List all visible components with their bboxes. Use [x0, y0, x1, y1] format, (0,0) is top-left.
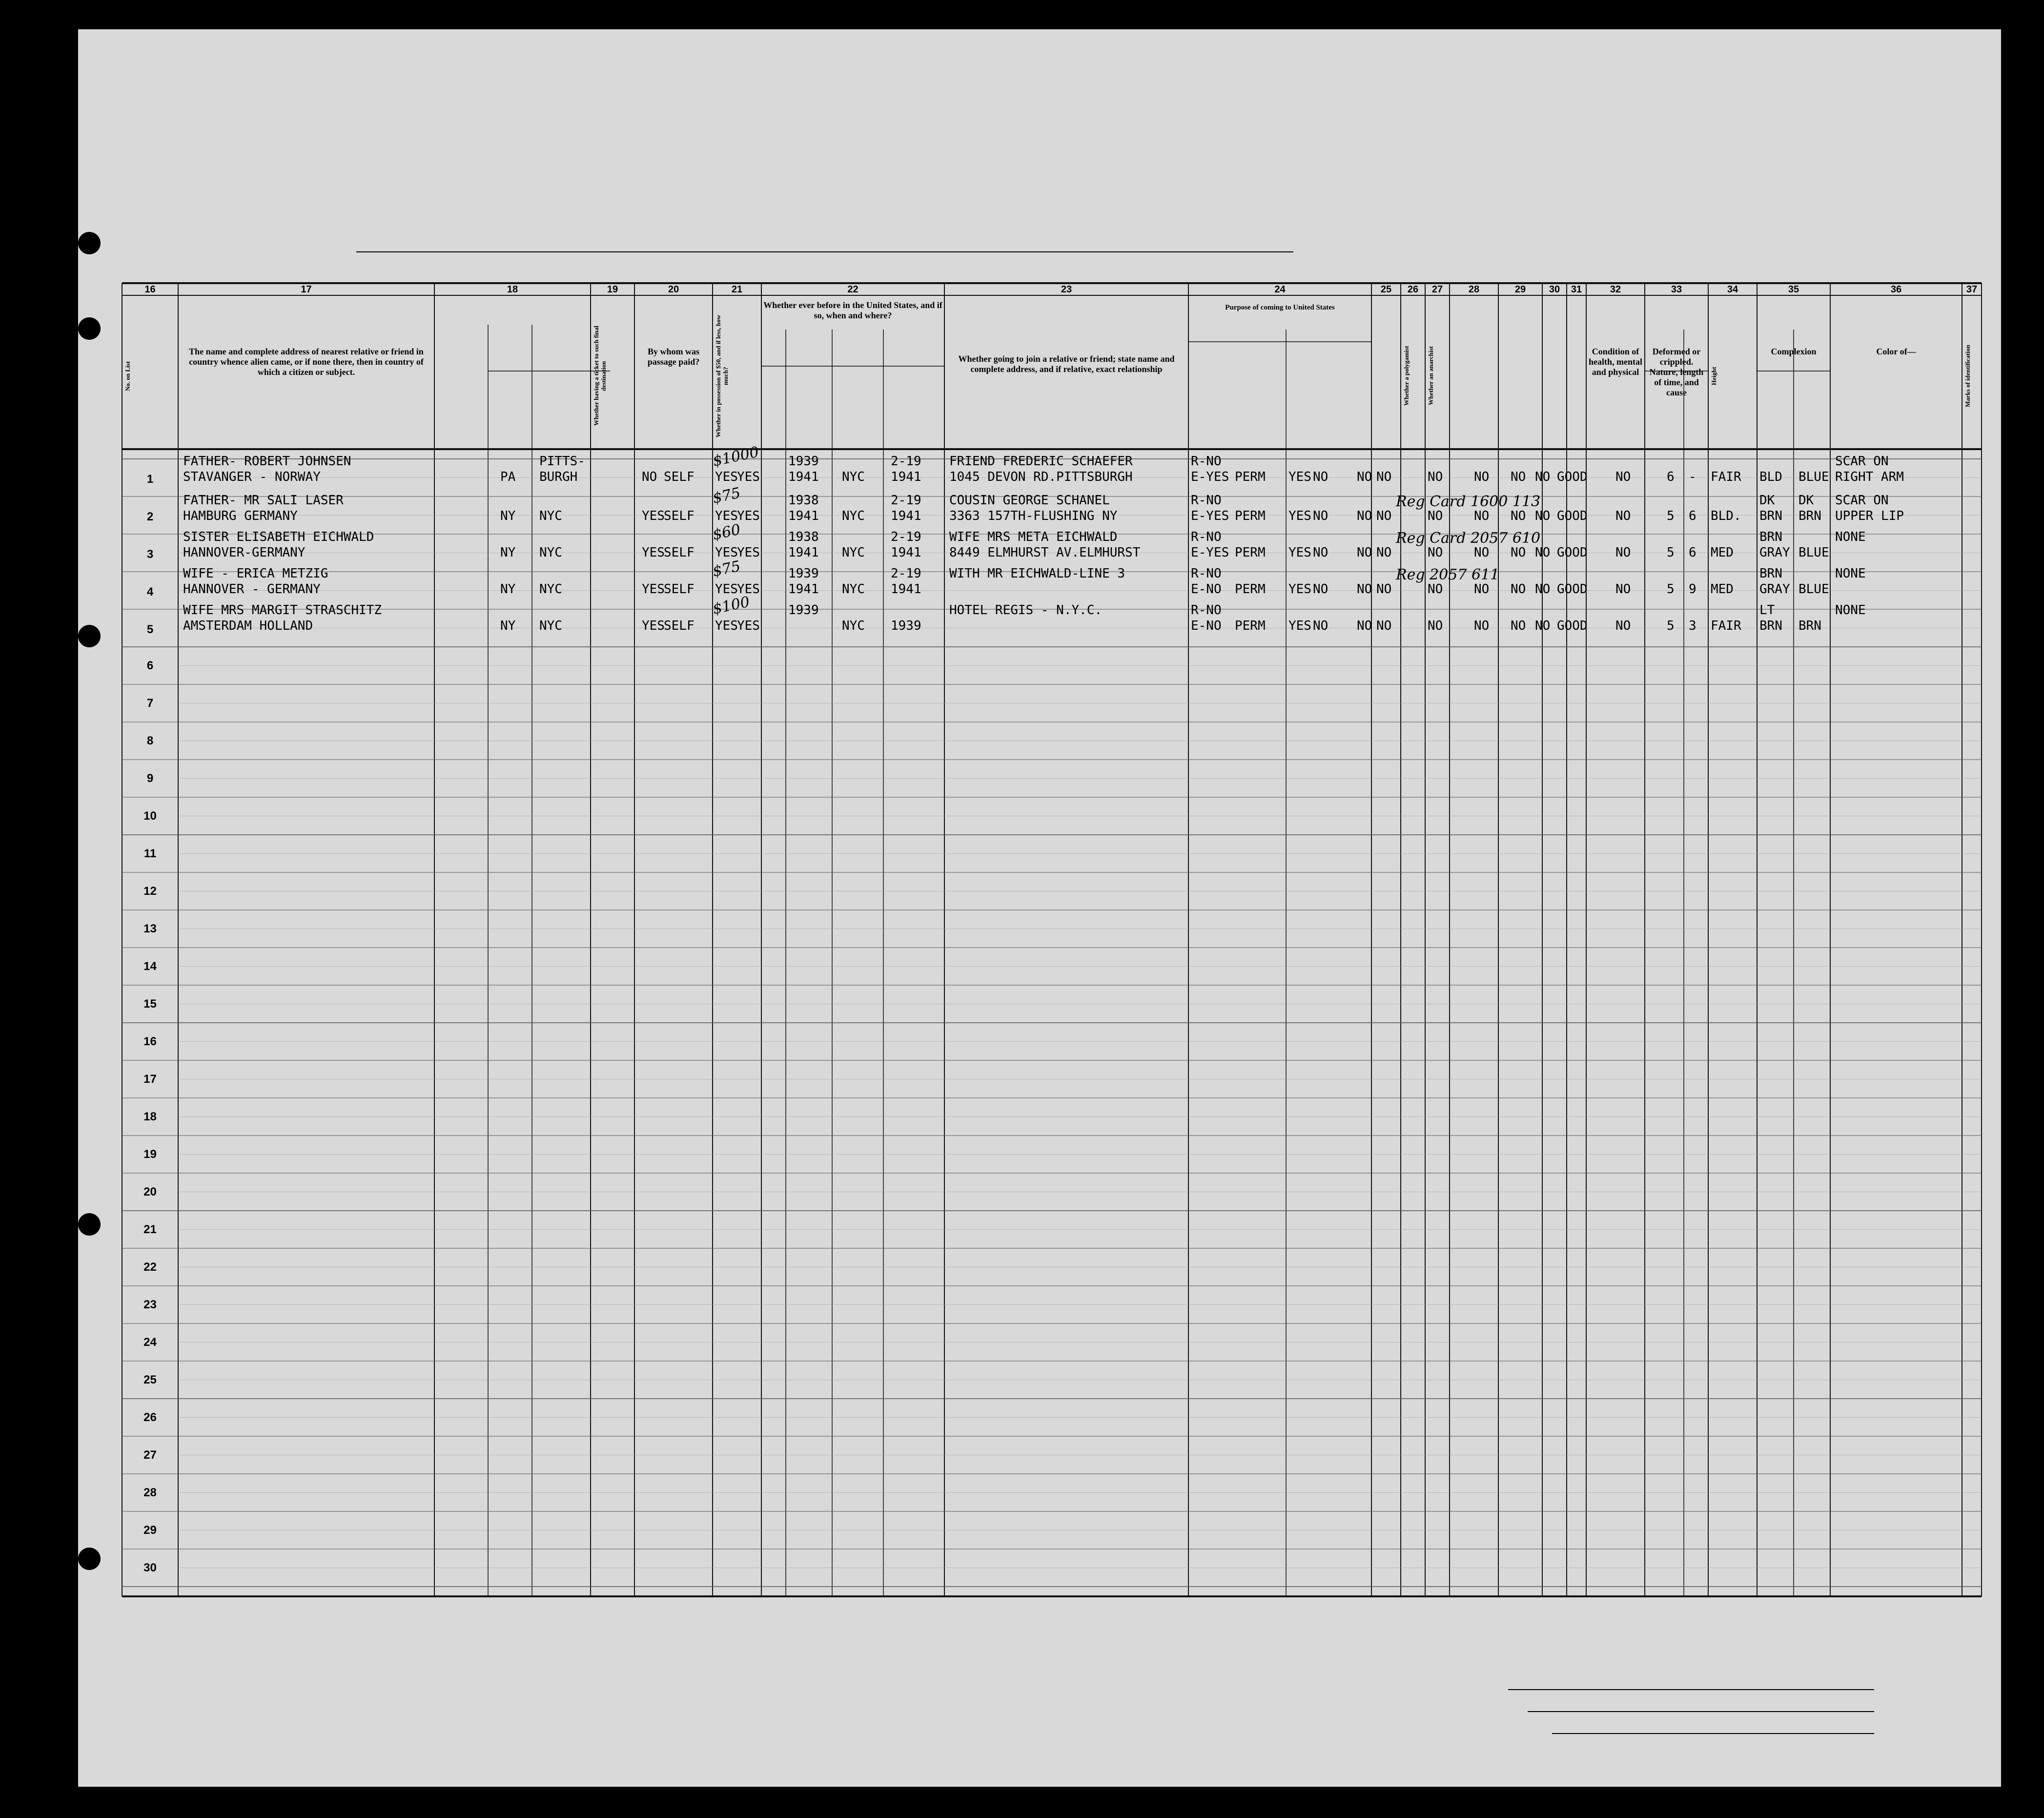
- row-number: 7: [146, 697, 154, 710]
- purpose-returning: R-NO: [1191, 566, 1222, 581]
- row-number: 18: [143, 1110, 157, 1123]
- height-feet: 5: [1667, 619, 1675, 633]
- col-28-value: NO: [1428, 619, 1443, 633]
- money-handwritten: $60: [711, 521, 742, 544]
- col-25-value: NO: [1313, 619, 1329, 633]
- column-number-30: 30: [1549, 284, 1560, 295]
- col-31-value: NO: [1535, 470, 1551, 484]
- col-25-value: NO: [1313, 470, 1329, 484]
- row-number: 14: [143, 960, 157, 973]
- col-29-value: NO: [1474, 470, 1490, 484]
- visit-where: NYC: [842, 582, 865, 597]
- row-number: 17: [143, 1073, 157, 1086]
- visit-year: 1939: [788, 603, 819, 618]
- column-header-32: Condition of health, mental and physical: [1589, 347, 1642, 377]
- height-inches: 3: [1689, 619, 1697, 633]
- visit-where: NYC: [842, 545, 865, 560]
- row-number: 13: [143, 922, 157, 935]
- money-handwritten: $75: [711, 484, 742, 507]
- column-number-32: 32: [1610, 284, 1621, 295]
- intend-citizen: YES: [1288, 470, 1311, 484]
- column-number-17: 17: [301, 284, 312, 295]
- col-25-value: NO: [1313, 545, 1329, 560]
- departure-date: 2-19: [891, 493, 921, 508]
- visit-year: 1941: [788, 545, 819, 560]
- row-number: 16: [143, 1035, 157, 1048]
- col-28-value: NO: [1428, 545, 1443, 560]
- column-number-16: 16: [144, 284, 156, 295]
- departure-date: 1941: [891, 582, 921, 597]
- relative-address: HANNOVER-GERMANY: [183, 545, 306, 560]
- joining-relative: COUSIN GEORGE SCHANEL: [949, 493, 1110, 508]
- relative-name: WIFE MRS MARGIT STRASCHITZ: [183, 603, 382, 618]
- hair-color: BLD: [1759, 470, 1782, 484]
- eye-color: BRN: [1799, 619, 1821, 633]
- relative-name: WIFE - ERICA METZIG: [183, 566, 328, 581]
- col-30-value: NO: [1511, 619, 1526, 633]
- hair-color: BRN: [1759, 530, 1782, 544]
- deformed-value: NO: [1615, 470, 1631, 484]
- eye-color: BLUE: [1799, 470, 1829, 484]
- joining-address: 3363 157TH-FLUSHING NY: [949, 509, 1118, 523]
- passage-paid-by: SELF: [664, 470, 695, 484]
- col-28-value: NO: [1428, 470, 1443, 484]
- anarchist-value: NO: [1376, 509, 1392, 523]
- destination-state: NY: [500, 619, 516, 633]
- column-number-25: 25: [1380, 284, 1392, 295]
- column-number-33: 33: [1671, 284, 1682, 295]
- health-condition: GOOD: [1557, 509, 1588, 523]
- height-feet: 5: [1667, 545, 1675, 560]
- column-header-23: Whether going to join a relative or friend; state name and complete address, and if relative, exact relationship: [958, 354, 1175, 374]
- ever-before-in-us: YES: [737, 470, 760, 484]
- column-header-37: Marks of identification: [1964, 345, 1971, 407]
- departure-date: 2-19: [891, 566, 921, 581]
- row-number: 22: [143, 1260, 157, 1274]
- ticket-value: NO: [642, 470, 657, 484]
- health-condition: GOOD: [1557, 545, 1588, 560]
- row-number: 28: [143, 1486, 157, 1499]
- row-number: 8: [146, 734, 154, 747]
- row-number: 1: [146, 473, 154, 486]
- complexion: BLD.: [1711, 509, 1741, 523]
- column-header-29: [1500, 312, 1540, 439]
- col-30-value: NO: [1511, 545, 1526, 560]
- purpose-returning: R-NO: [1191, 603, 1222, 618]
- ever-before-in-us: YES: [737, 545, 760, 560]
- money-possession: YES: [715, 470, 738, 484]
- col-30-value: NO: [1511, 470, 1526, 484]
- identification-marks: NONE: [1835, 530, 1866, 544]
- visit-year: 1941: [788, 470, 819, 484]
- money-handwritten: $100: [711, 593, 752, 618]
- money-possession: YES: [715, 582, 738, 597]
- departure-date: 2-19: [891, 454, 921, 469]
- passage-paid-by: SELF: [664, 545, 695, 560]
- identification-marks: NONE: [1835, 603, 1866, 618]
- destination-state: NY: [500, 509, 516, 523]
- passage-paid-by: SELF: [664, 619, 695, 633]
- departure-date: 2-19: [891, 530, 921, 544]
- departure-date: 1941: [891, 470, 921, 484]
- destination-city: NYC: [539, 509, 562, 523]
- joining-relative: FRIEND FREDERIC SCHAEFER: [949, 454, 1133, 469]
- row-number: 15: [143, 997, 157, 1011]
- column-number-26: 26: [1407, 284, 1419, 295]
- destination-state: NY: [500, 545, 516, 560]
- eye-color: BLUE: [1799, 582, 1829, 597]
- column-header-22: Whether ever before in the United States, and if so, when and where?: [763, 300, 942, 320]
- col-30-value: NO: [1511, 509, 1526, 523]
- column-header-16: No. on List: [124, 361, 131, 391]
- column-header-28: [1451, 312, 1496, 439]
- visit-year: 1938: [788, 530, 819, 544]
- purpose-returning: R-NO: [1191, 493, 1222, 508]
- destination-city: NYC: [539, 619, 562, 633]
- handwritten-annotation: Reg 2057 611: [1396, 566, 1500, 583]
- intend-citizen: YES: [1288, 545, 1311, 560]
- column-header-19: Whether having a ticket to such final destination: [593, 326, 607, 426]
- intend-citizen: YES: [1288, 619, 1311, 633]
- column-header-34: Height: [1710, 367, 1717, 385]
- column-number-21: 21: [731, 284, 743, 295]
- joining-relative: WITH MR EICHWALD-LINE 3: [949, 566, 1125, 581]
- column-number-23: 23: [1061, 284, 1072, 295]
- health-condition: GOOD: [1557, 582, 1588, 597]
- hair-color: GRAY: [1759, 545, 1790, 560]
- anarchist-value: NO: [1376, 470, 1392, 484]
- money-possession: YES: [715, 509, 738, 523]
- column-header-27: Whether an anarchist: [1427, 346, 1434, 406]
- row-number: 2: [146, 510, 154, 523]
- column-header-31: [1569, 312, 1584, 439]
- passage-paid-by: SELF: [664, 582, 695, 597]
- complexion: MED: [1711, 582, 1734, 597]
- row-number: 11: [143, 847, 157, 860]
- joining-address: 8449 ELMHURST AV.ELMHURST: [949, 545, 1141, 560]
- joining-address: 1045 DEVON RD.PITTSBURGH: [949, 470, 1133, 484]
- binder-hole: [78, 625, 101, 647]
- hair-color: LT: [1759, 603, 1775, 618]
- column-number-22: 22: [847, 284, 858, 295]
- col-31-value: NO: [1535, 545, 1551, 560]
- column-header-25: [1373, 312, 1399, 439]
- complexion: MED: [1711, 545, 1734, 560]
- relative-address: STAVANGER - NORWAY: [183, 470, 321, 484]
- row-number: 10: [143, 809, 157, 823]
- column-number-36: 36: [1890, 284, 1902, 295]
- relative-address: HAMBURG GERMANY: [183, 509, 298, 523]
- polygamist-value: NO: [1357, 470, 1372, 484]
- row-number: 27: [143, 1448, 157, 1462]
- col-31-value: NO: [1535, 509, 1551, 523]
- polygamist-value: NO: [1357, 545, 1372, 560]
- destination-city: PITTS-: [539, 454, 585, 469]
- handwritten-annotation: Reg Card 2057 610: [1396, 530, 1541, 547]
- col-29-value: NO: [1474, 545, 1490, 560]
- destination-state: NY: [500, 582, 516, 597]
- height-feet: 6: [1667, 470, 1675, 484]
- purpose-entering: E-YES: [1191, 545, 1229, 560]
- hair-color: DK: [1759, 493, 1775, 508]
- destination-city: BURGH: [539, 470, 578, 484]
- owners-underline: [1528, 1711, 1874, 1712]
- visit-year: 1941: [788, 509, 819, 523]
- column-number-20: 20: [668, 284, 679, 295]
- height-inches: 6: [1689, 509, 1697, 523]
- column-number-34: 34: [1727, 284, 1738, 295]
- purpose-returning: R-NO: [1191, 530, 1222, 544]
- column-number-31: 31: [1571, 284, 1582, 295]
- column-header-35: Complexion: [1771, 347, 1817, 356]
- row-number: 6: [146, 659, 154, 672]
- joining-relative: WIFE MRS META EICHWALD: [949, 530, 1118, 544]
- deformed-value: NO: [1615, 545, 1631, 560]
- column-header-21: Whether in possession of $50, and if less, how much?: [715, 314, 729, 437]
- visit-year: 1939: [788, 566, 819, 581]
- row-number: 30: [143, 1561, 157, 1574]
- visit-year: 1938: [788, 493, 819, 508]
- stay-length: PERM: [1235, 582, 1266, 597]
- col-28-value: NO: [1428, 582, 1443, 597]
- destination-state: PA: [500, 470, 516, 484]
- intend-citizen: YES: [1288, 509, 1311, 523]
- column-number-18: 18: [507, 284, 518, 295]
- departure-date: 1941: [891, 545, 921, 560]
- row-number: 4: [146, 585, 154, 599]
- purpose-entering: E-YES: [1191, 470, 1229, 484]
- height-feet: 5: [1667, 582, 1675, 597]
- visit-where: NYC: [842, 509, 865, 523]
- col-31-value: NO: [1535, 582, 1551, 597]
- anarchist-value: NO: [1376, 545, 1392, 560]
- relative-name: SISTER ELISABETH EICHWALD: [183, 530, 374, 544]
- ever-before-in-us: YES: [737, 619, 760, 633]
- line-underline: [1508, 1689, 1874, 1690]
- identification-marks: SCAR ON: [1835, 454, 1889, 469]
- row-number: 5: [146, 623, 154, 636]
- deformed-value: NO: [1615, 509, 1631, 523]
- row-number: 23: [143, 1298, 157, 1311]
- column-number-35: 35: [1788, 284, 1799, 295]
- deformed-value: NO: [1615, 582, 1631, 597]
- identification-marks: RIGHT ARM: [1835, 470, 1904, 484]
- ticket-value: YES: [642, 509, 665, 523]
- hair-color: BRN: [1759, 509, 1782, 523]
- eye-color: BLUE: [1799, 545, 1829, 560]
- deformed-value: NO: [1615, 619, 1631, 633]
- ticket-value: YES: [642, 619, 665, 633]
- destination-city: NYC: [539, 545, 562, 560]
- column-header-17: The name and complete address of nearest relative or friend in country whence alien came, or if none there, then in country of which a citizen or subject.: [189, 347, 424, 377]
- visit-year: 1941: [788, 582, 819, 597]
- col-28-value: NO: [1428, 509, 1443, 523]
- identification-marks: SCAR ON: [1835, 493, 1889, 508]
- relative-name: FATHER- ROBERT JOHNSEN: [183, 454, 351, 469]
- visit-where: NYC: [842, 619, 865, 633]
- money-handwritten: $75: [711, 558, 742, 580]
- departure-date: 1941: [891, 509, 921, 523]
- hair-color: BRN: [1759, 619, 1782, 633]
- stay-length: PERM: [1235, 619, 1266, 633]
- row-number: 3: [146, 548, 154, 561]
- purpose-returning: R-NO: [1191, 454, 1222, 469]
- relative-address: HANNOVER - GERMANY: [183, 582, 321, 597]
- ever-before-in-us: YES: [737, 582, 760, 597]
- height-inches: -: [1689, 470, 1697, 484]
- column-header-36: Color of—: [1876, 347, 1916, 356]
- complexion: FAIR: [1711, 619, 1741, 633]
- binder-hole: [78, 1213, 101, 1236]
- stay-length: PERM: [1235, 509, 1266, 523]
- purpose-entering: E-NO: [1191, 582, 1222, 597]
- hair-color: BRN: [1759, 566, 1782, 581]
- ticket-value: YES: [642, 545, 665, 560]
- purpose-entering: E-YES: [1191, 509, 1229, 523]
- height-inches: 6: [1689, 545, 1697, 560]
- column-number-28: 28: [1468, 284, 1480, 295]
- relative-name: FATHER- MR SALI LASER: [183, 493, 344, 508]
- passage-paid-by: SELF: [664, 509, 695, 523]
- column-number-19: 19: [607, 284, 618, 295]
- height-inches: 9: [1689, 582, 1697, 597]
- destination-city: NYC: [539, 582, 562, 597]
- column-header-33: Deformed or crippled. Nature, length of time, and cause: [1649, 347, 1704, 397]
- binder-hole: [78, 1548, 101, 1570]
- col-25-value: NO: [1313, 582, 1329, 597]
- row-number: 20: [143, 1185, 157, 1198]
- polygamist-value: NO: [1357, 509, 1372, 523]
- binder-hole: [78, 232, 101, 254]
- anarchist-value: NO: [1376, 619, 1392, 633]
- stay-length: PERM: [1235, 470, 1266, 484]
- intend-citizen: YES: [1288, 582, 1311, 597]
- health-condition: GOOD: [1557, 619, 1588, 633]
- column-header-26: Whether a polygamist: [1403, 346, 1410, 406]
- polygamist-value: NO: [1357, 582, 1372, 597]
- purpose-entering: E-NO: [1191, 619, 1222, 633]
- column-number-29: 29: [1514, 284, 1526, 295]
- anarchist-value: NO: [1376, 582, 1392, 597]
- stay-length: PERM: [1235, 545, 1266, 560]
- column-number-24: 24: [1274, 284, 1286, 295]
- column-header-20: By whom was passage paid?: [647, 347, 700, 367]
- relative-address: AMSTERDAM HOLLAND: [183, 619, 313, 633]
- col-31-value: NO: [1535, 619, 1551, 633]
- ever-before-in-us: YES: [737, 509, 760, 523]
- ticket-value: YES: [642, 582, 665, 597]
- identification-marks: UPPER LIP: [1835, 509, 1904, 523]
- column-header-24: Purpose of coming to United States: [1225, 304, 1335, 311]
- column-header-30: [1544, 312, 1565, 439]
- row-number: 24: [143, 1336, 157, 1349]
- money-possession: YES: [715, 619, 738, 633]
- col-29-value: NO: [1474, 619, 1490, 633]
- row-number: 12: [143, 885, 157, 898]
- col-25-value: NO: [1313, 509, 1329, 523]
- money-handwritten: $1000: [711, 443, 761, 470]
- col-30-value: NO: [1511, 582, 1526, 597]
- health-condition: GOOD: [1557, 470, 1588, 484]
- col-29-value: NO: [1474, 509, 1490, 523]
- binder-hole: [78, 317, 101, 340]
- eye-color: BRN: [1799, 509, 1821, 523]
- handwritten-annotation: Reg Card 1600 113: [1396, 493, 1541, 510]
- row-number: 19: [143, 1148, 157, 1161]
- row-number: 29: [143, 1524, 157, 1537]
- col-29-value: NO: [1474, 582, 1490, 597]
- column-number-27: 27: [1431, 284, 1443, 295]
- eye-color: DK: [1799, 493, 1814, 508]
- visit-where: NYC: [842, 470, 865, 484]
- joining-relative: HOTEL REGIS - N.Y.C.: [949, 603, 1103, 618]
- hair-color: GRAY: [1759, 582, 1790, 597]
- visit-year: 1939: [788, 454, 819, 469]
- column-number-37: 37: [1966, 284, 1978, 295]
- manifest-sheet: [78, 29, 2001, 1787]
- complexion: FAIR: [1711, 470, 1741, 484]
- row-number: 9: [146, 772, 154, 785]
- row-number: 21: [143, 1223, 157, 1236]
- money-possession: YES: [715, 545, 738, 560]
- height-feet: 5: [1667, 509, 1675, 523]
- polygamist-value: NO: [1357, 619, 1372, 633]
- row-number: 26: [143, 1411, 157, 1424]
- row-number: 25: [143, 1373, 157, 1386]
- departure-date: 1939: [891, 619, 921, 633]
- identification-marks: NONE: [1835, 566, 1866, 581]
- agents-underline: [1552, 1733, 1874, 1734]
